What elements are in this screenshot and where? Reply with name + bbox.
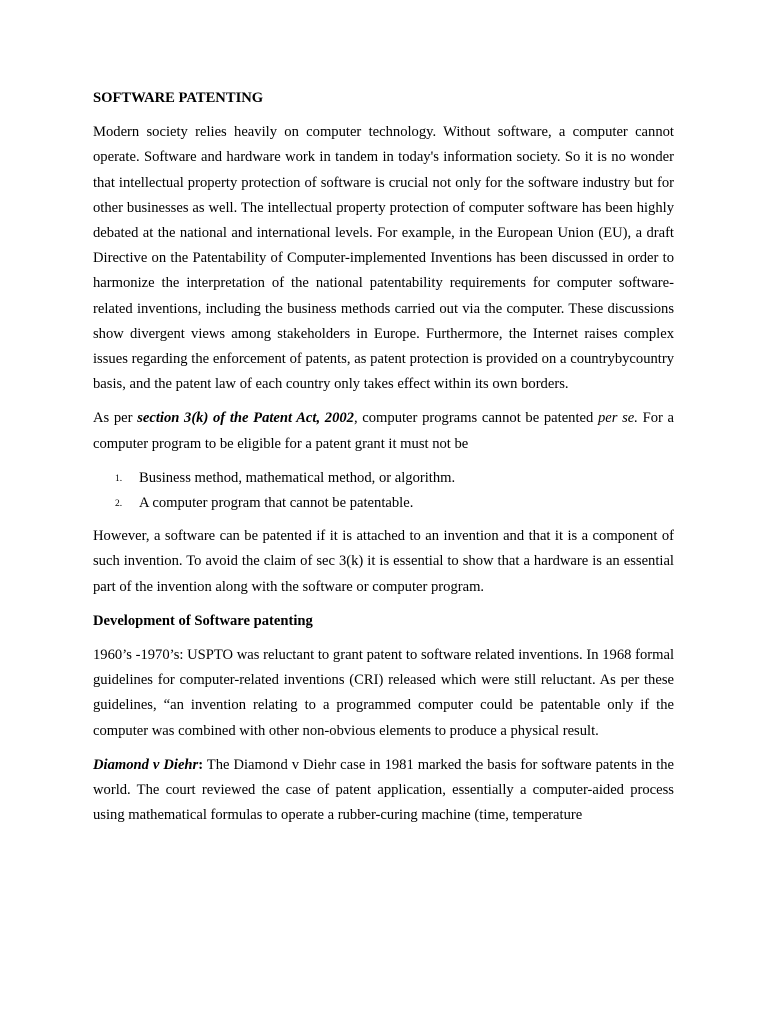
- exclusions-list: [93, 466, 674, 516]
- intro-paragraph: Modern society relies heavily on computer technology. Without software, a computer cannot operate. Software and hardware work in tandem in today's information society. So it is no wonder that intellectual property protection of software is crucial not only for the software industry but for other businesses as well. The intellectual property protection of computer software has been highly debated at the national and international levels. For example, in the European Union (EU), a draft Directive on the Patentability of Computer-implemented Inventions has been discussed in order to harmonize the interpretation of the national patentability requirements for computer software-related inventions, including the business methods carried out via the computer. These discussions show divergent views among stakeholders in Europe. Furthermore, the Internet raises complex issues regarding the enforcement of patents, as patent protection is provided on a countrybycountry basis, and the patent law of each country only takes effect within its own borders.: [93, 124, 674, 393]
- list-item-text: A computer program that cannot be patentable.: [139, 495, 414, 512]
- however-paragraph: However, a software can be patented if it is attached to an invention and that it is a component of such invention. To avoid the claim of sec 3(k) it is essential to show that a hardware is an essential part of the invention along with the software or computer program.: [93, 528, 674, 595]
- diamond-diehr-colon: :: [198, 756, 204, 773]
- list-item: [93, 491, 674, 516]
- per-se-text: per se.: [597, 410, 638, 427]
- section-3k-tail: For a computer program to be eligible for a patent grant it must not be: [93, 410, 674, 452]
- diamond-diehr-case-name: Diamond v Diehr: [93, 756, 199, 773]
- section-3k-mid: , computer programs cannot be patented: [353, 410, 598, 427]
- history-1960s-paragraph: 1960’s -1970’s: USPTO was reluctant to grant patent to software related inventions. In 1968 formal guidelines for computer-related inventions (CRI) released which were still reluctant. As per these guidelines, “an invention relating to a programmed computer could be patentable only if the computer was combined with other non-obvious elements to produce a physical result.: [93, 647, 674, 739]
- list-item: [93, 466, 674, 491]
- section-3k-lead: As per: [93, 410, 138, 427]
- document-title: SOFTWARE PATENTING: [93, 90, 264, 106]
- diamond-diehr-paragraph: [93, 753, 674, 829]
- document-body: [93, 86, 674, 837]
- diamond-diehr-text: The Diamond v Diehr case in 1981 marked the basis for software patents in the world. The court reviewed the case of patent application, essentially a computer-aided process using mathematical formulas to operate a rubber-curing machine (time, temperature: [93, 756, 675, 824]
- section-3k-paragraph: [93, 406, 674, 456]
- section-3k-reference: section 3(k) of the Patent Act, 2002: [137, 410, 354, 427]
- development-heading: Development of Software patenting: [93, 612, 313, 629]
- list-item-number: 2.: [115, 499, 123, 510]
- list-item-number: 1.: [115, 473, 123, 484]
- list-item-text: Business method, mathematical method, or algorithm.: [139, 469, 456, 486]
